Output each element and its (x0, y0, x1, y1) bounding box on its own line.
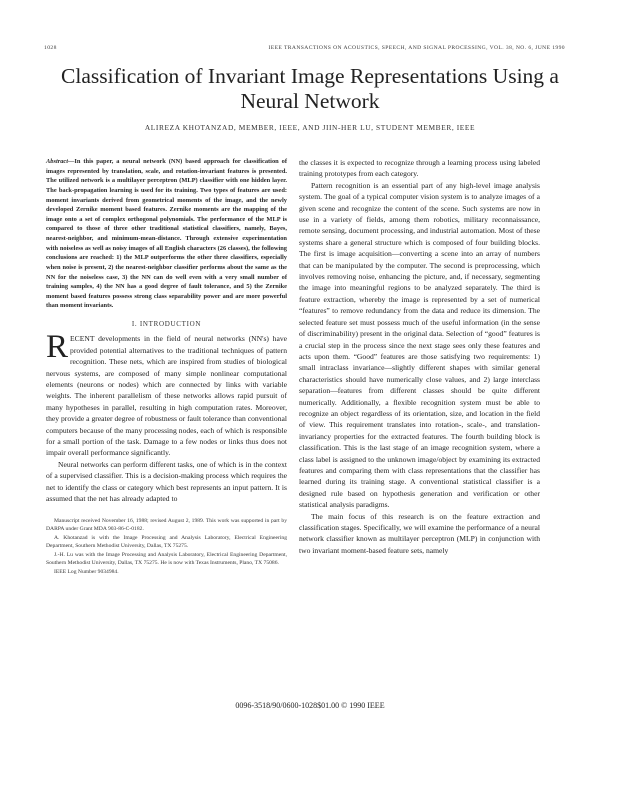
introduction (46, 329, 287, 504)
footnote: IEEE Log Number 9034984. (54, 568, 119, 575)
body-paragraph: Pattern recognition is an essential part of any high-level image analysis system. The goal of a typical computer vision system is to analyze images of a given scene and recognize the content of the scene. Such systems are now in use in a variety of fields, among them robotics, military reconnaissance, remote sensing, document processing, and industrial automation. Most of these systems share a general structure which is composed of four building blocks. The first is image acquisition—converting a scene into an array of numbers that can be manipulated by the computer. The second is preprocessing, which involves removing noise, enhancing the picture, and, if necessary, segmenting the image into meaningful regions to be analyzed separately. The third is feature extraction, whereby the image is represented by a set of numerical “features” to remove redundancy from the data and reduce its dimension. The selected feature set must possess much of the useful information (in the sense of discriminability) present in the original data. Selection of “good” features is a crucial step in the process since the next stage sees only these features and acts upon them. “Good” features are those satisfying two requirements: 1) small intraclass invariance—slightly different shapes with similar general characteristics should have numerically close values, and 2) large interclass separation—features from different classes should be quite different numerically. Additionally, a flexible recognition system must be able to recognize an object regardless of its orientation, size, and location in the field of view. This requirement translates into rotation-, scale-, and translation-invariancy properties for the extracted features. The fourth building block is classification. This is the last stage of an image recognition system, where a class label is assigned to the unknown image/object by examining its extracted features and comparing them with class representations that the classifier has learned during its training stage. A conventional statistical classifier is a designed rule based on hypothesis generation and verification or other statistical analysis paradigms. (299, 180, 540, 510)
footnotes (46, 517, 287, 576)
section-heading: I. INTRODUCTION (131, 320, 202, 328)
body-paragraph: The main focus of this research is on the feature extraction and classification stages. Specifically, we will examine the performance of a neural network classifier known as multilayer perceptron (MLP) in conjunction with two invariant moment-based feature sets, namely (299, 511, 540, 555)
copyright-line: 0096-3518/90/0600-1028$01.00 © 1990 IEEE (235, 701, 385, 710)
intro-paragraph-2: Neural networks can perform different tasks, one of which is in the context of a supervised classifier. This is a decision-making process which requires the net to identify the class or category which best represents an input pattern. It is assumed that the net has already adapted to (46, 459, 287, 504)
drop-cap: R (46, 329, 69, 366)
intro-paragraph-1: ECENT developments in the field of neural networks (NN's) have provided potential alternatives to the traditional techniques of pattern recognition. These nets, which are inspired from studies of biological nervous systems, are composed of many simple nonlinear computational elements (neurons or nodes) which are connected by links with variable weights. The inherent parallelism of these networks allows rapid pursuit of many hypotheses in parallel, resulting in high computation rates. Moreover, they provide a greater degree of robustness or fault tolerance than conventional computers because of the many processing nodes, each of which is responsible for a small portion of the task. Damage to a few nodes or links thus does not impair overall performance significantly. (46, 334, 287, 458)
right-column (299, 157, 540, 556)
page-number: 1028 (44, 45, 57, 51)
body-paragraph: the classes it is expected to recognize through a learning process using labeled training prototypes from each category. (299, 158, 540, 179)
abstract (46, 157, 287, 311)
left-column (46, 157, 287, 577)
author-line: ALIREZA KHOTANZAD, MEMBER, IEEE, AND JIIN-HER LU, STUDENT MEMBER, IEEE (144, 123, 476, 132)
footnote: Manuscript received November 16, 1988; revised August 2, 1989. This work was supported in part by DARPA under Grant MDA 903-86-C-0182. (46, 517, 287, 532)
running-head (44, 45, 565, 55)
footnote: A. Khotanzad is with the Image Processing and Analysis Laboratory, Electrical Engineering Department, Southern Methodist University, Dallas, TX 75275. (46, 534, 287, 549)
abstract-text: In this paper, a neural network (NN) based approach for classification of images represented by translation, scale, and rotation-invariant features is presented. The utilized network is a multilayer perceptron (MLP) classifier with one hidden layer. The back-propagation learning is used for its training. Two types of features are used: moment invariants derived from geometrical moments of the image, and the newly developed Zernike moment based features. Zernike moments are the mapping of the image onto a set of complex orthogonal polynomials. The performance of the MLP is compared to those of three other traditional statistical classifiers, namely, Bayes, nearest-neighbor, and minimum-mean-distance. Through extensive experimentation with noiseless as well as noisy images of all English characters (26 classes), the following conclusions are reached: 1) the MLP outperforms the other three classifiers, especially when noise is present, 2) the nearest-neighbor classifier performs about the same as the NN for the noiseless case, 3) the NN can do well even with a very small number of training samples, 4) the NN has a good degree of fault tolerance, and 5) the Zernike moment based features possess strong class separability power and are more powerful than moment invariants. (46, 158, 287, 310)
footnote: J.-H. Lu was with the Image Processing and Analysis Laboratory, Electrical Engineering Department, Southern Methodist University, Dallas, TX 75275. He is now with Texas Instruments, Plano, TX 75086. (46, 551, 287, 566)
journal-name: IEEE TRANSACTIONS ON ACOUSTICS, SPEECH, AND SIGNAL PROCESSING, VOL. 38, NO. 6, JUNE 1990 (268, 45, 565, 51)
abstract-lead: Abstract— (46, 158, 75, 165)
paper-title: Classification of Invariant Image Representations Using a Neural Network (61, 64, 559, 113)
